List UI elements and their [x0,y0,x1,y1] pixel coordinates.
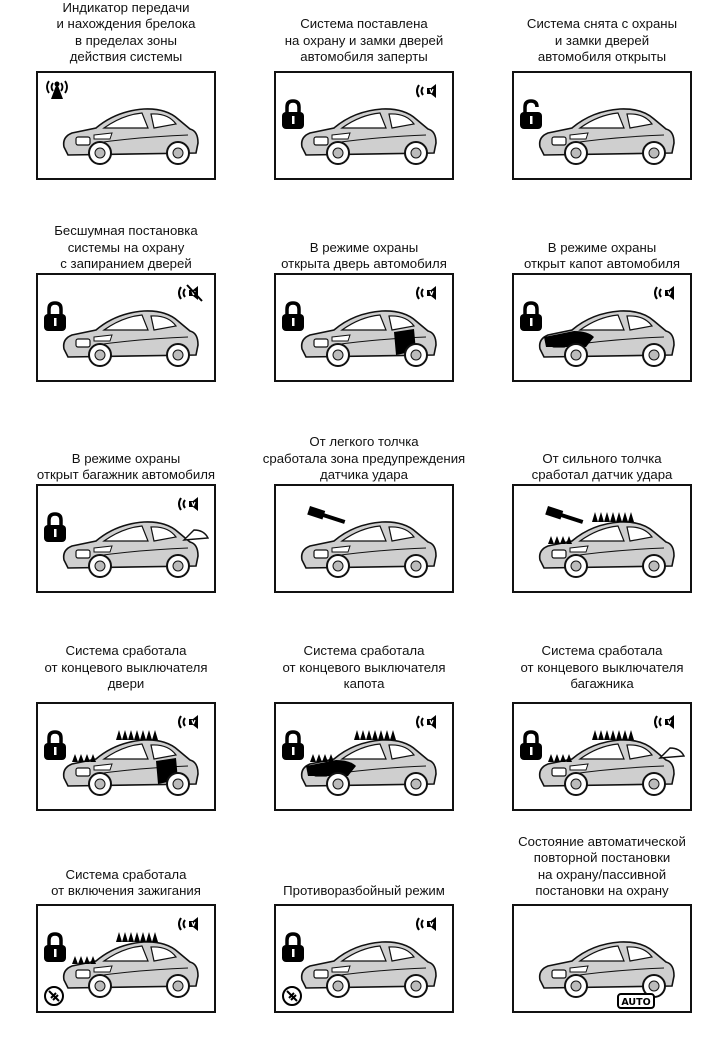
car-grille [314,550,328,558]
lcd-display [514,275,690,380]
panel-caption: Противоразбойный режим [283,883,445,899]
car-image [302,942,436,997]
panel-caption: В режиме охраны открыта дверь автомобиля [281,239,447,272]
panel-caption: Система сработала от концевого выключателя капота [282,643,446,692]
lcd-display [276,275,452,380]
car-image [302,522,436,577]
lcd-display [514,73,690,178]
open-hood-highlight [544,331,594,347]
lcd-screen [36,702,216,811]
panel-caption: Система сработала от включения зажигания [51,866,201,899]
siren-icon [655,286,674,300]
lcd-display [276,486,452,591]
car-image [64,942,198,997]
lcd-screen [36,71,216,180]
lcd-display [38,486,214,591]
lcd-display [514,704,690,809]
car-grille [314,339,328,347]
panel-caption: От сильного толчка сработал датчик удара [531,450,673,483]
lcd-display [514,486,690,591]
lcd-display [276,704,452,809]
antenna-transmit-icon [47,81,67,99]
lcd-display [276,906,452,1011]
lcd-display [514,906,690,1011]
car-image [302,311,436,366]
panel-caption: Система сработала от концевого выключателя двери [44,643,208,692]
siren-icon [179,497,198,511]
car-image [540,942,674,997]
car-grille [314,970,328,978]
lcd-screen [36,904,216,1013]
lcd-screen [512,71,692,180]
locked-padlock-icon [282,934,304,962]
car-grille [552,970,566,978]
locked-padlock-icon [44,303,66,331]
panel-caption: Система поставлена на охрану и замки дверей автомобиля заперты [284,16,444,65]
locked-padlock-icon [282,101,304,129]
locked-padlock-icon [282,732,304,760]
siren-icon [179,917,198,931]
car-grille [76,970,90,978]
siren-icon [179,715,198,729]
panel-caption: От легкого толчка сработала зона предупреждения датчика удара [262,434,466,483]
panel-caption: Система снята с охраны и замки дверей автомобиля открыты [526,16,678,65]
car-grille [552,550,566,558]
siren-icon [417,286,436,300]
car-grille [76,768,90,776]
panel-caption: Индикатор передачи и нахождения брелока в пределах зоны действия системы [56,0,196,65]
lcd-display [38,73,214,178]
locked-padlock-icon [520,303,542,331]
lcd-screen [274,273,454,382]
ignition-icon [283,987,301,1005]
siren-icon [417,84,436,98]
lcd-screen [274,702,454,811]
car-grille [552,137,566,145]
lcd-screen [274,71,454,180]
lcd-display [38,275,214,380]
car-image [540,311,674,366]
lcd-screen [512,273,692,382]
open-trunk-highlight [660,748,684,758]
panel-caption: В режиме охраны открыт капот автомобиля [523,239,681,272]
locked-padlock-icon [44,514,66,542]
siren-icon [655,715,674,729]
locked-padlock-icon [44,732,66,760]
car-grille [76,137,90,145]
hammer-icon [545,506,584,526]
siren-icon [417,917,436,931]
siren-muted-icon [179,285,202,301]
hammer-icon [307,506,346,526]
lcd-screen [512,484,692,593]
lcd-display [38,906,214,1011]
lcd-display [276,73,452,178]
car-image [540,109,674,164]
open-trunk-highlight [184,530,208,540]
auto-label: AUTO [621,997,651,1008]
open-hood-highlight [306,760,356,776]
lcd-screen [512,904,692,1013]
car-grille [76,550,90,558]
lcd-display [38,704,214,809]
auto-rearm-badge [618,994,654,1008]
ignition-icon [45,987,63,1005]
car-image [64,109,198,164]
locked-padlock-icon [44,934,66,962]
car-grille [314,137,328,145]
car-image [302,109,436,164]
siren-icon [417,715,436,729]
lcd-screen [512,702,692,811]
car-grille [76,339,90,347]
car-image [64,740,198,795]
car-grille [552,768,566,776]
panel-caption: Система сработала от концевого выключателя багажника [520,643,684,692]
locked-padlock-icon [520,732,542,760]
lcd-screen [274,484,454,593]
unlocked-padlock-icon [520,101,542,129]
lcd-screen [274,904,454,1013]
locked-padlock-icon [282,303,304,331]
panel-caption: Бесшумная постановка системы на охрану с запиранием дверей [54,223,198,272]
panel-caption: В режиме охраны открыт багажник автомобиля [36,450,216,483]
lcd-screen [36,484,216,593]
lcd-screen [36,273,216,382]
car-image [64,522,208,577]
panel-caption: Состояние автоматической повторной постановки на охрану/пассивной постановки на охрану [518,833,686,899]
car-image [540,522,674,577]
car-image [540,740,684,795]
car-image [302,740,436,795]
car-image [64,311,198,366]
